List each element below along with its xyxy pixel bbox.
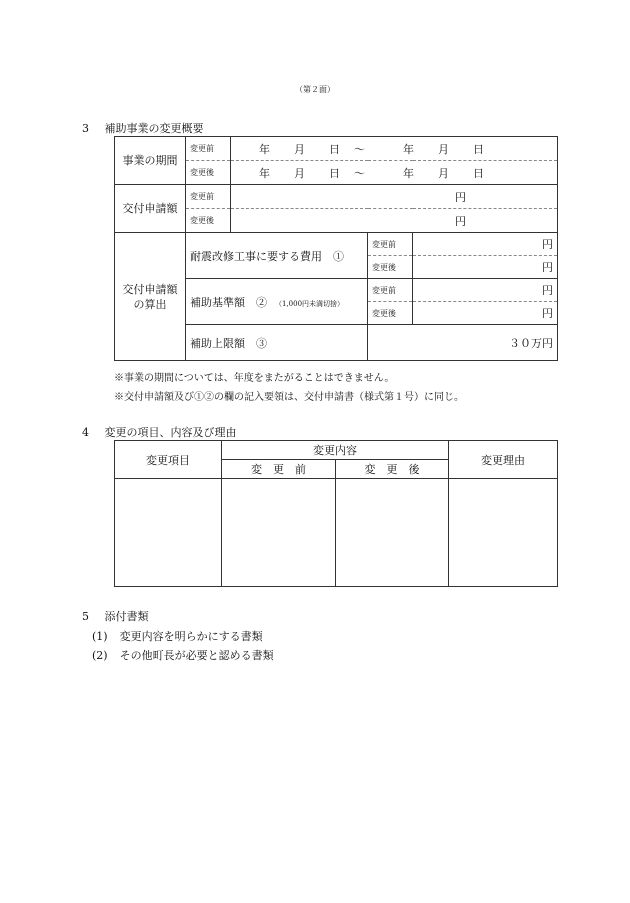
section5-title: 添付書類 xyxy=(104,610,149,623)
section5-heading xyxy=(82,608,149,624)
item1-before-field[interactable]: 円 xyxy=(413,233,558,256)
amount-after-field[interactable]: 円 xyxy=(231,209,558,233)
change-reason-cell[interactable] xyxy=(449,479,558,587)
col-after-header: 変 更 後 xyxy=(336,460,449,479)
section3-number: 3 xyxy=(82,122,89,135)
item2-after-label: 変更後 xyxy=(368,302,413,325)
item1-after-field[interactable]: 円 xyxy=(413,256,558,279)
col-before-header: 変 更 前 xyxy=(222,460,336,479)
note-instructions: ※交付申請額及び①②の欄の記入要領は、交付申請書（様式第１号）に同じ。 xyxy=(114,392,464,403)
section3-heading xyxy=(82,120,204,136)
section4-title: 変更の項目、内容及び理由 xyxy=(104,426,237,439)
item1-after-label: 変更後 xyxy=(368,256,413,279)
change-before-cell[interactable] xyxy=(222,479,336,587)
change-item-cell[interactable] xyxy=(115,479,222,587)
period-label: 事業の期間 xyxy=(115,137,186,185)
section4-heading xyxy=(82,424,237,440)
item2-label: 補助基準額 ② （1,000円未満切捨） xyxy=(186,279,368,325)
item2-note: （1,000円未満切捨） xyxy=(275,299,345,308)
item1-label: 耐震改修工事に要する費用 ① xyxy=(186,233,368,279)
period-before-label: 変更前 xyxy=(186,137,231,161)
item1-before-label: 変更前 xyxy=(368,233,413,256)
amount-before-field[interactable]: 円 xyxy=(231,185,558,209)
period-after-label: 変更後 xyxy=(186,161,231,185)
item2-before-label: 変更前 xyxy=(368,279,413,302)
section3-title: 補助事業の変更概要 xyxy=(104,122,204,135)
col-item-header: 変更項目 xyxy=(115,441,222,479)
calc-label: 交付申請額 の算出 xyxy=(115,233,186,361)
period-after-field[interactable]: 年 月 日 ～ 年 月 日 xyxy=(231,161,558,185)
item3-label: 補助上限額 ③ xyxy=(186,325,368,361)
section5-number: 5 xyxy=(82,610,89,623)
change-details-table xyxy=(114,440,558,587)
attachment-item: (2) その他町長が必要と認める書類 xyxy=(92,649,274,662)
page-number: （第２面） xyxy=(295,85,335,94)
col-reason-header: 変更理由 xyxy=(449,441,558,479)
item2-before-field[interactable]: 円 xyxy=(413,279,558,302)
amount-before-label: 変更前 xyxy=(186,185,231,209)
change-summary-table xyxy=(114,136,558,361)
item2-after-field[interactable]: 円 xyxy=(413,302,558,325)
attachment-item: (1) 変更内容を明らかにする書類 xyxy=(92,630,263,643)
col-content-header: 変更内容 xyxy=(222,441,449,460)
limit-value: ３０万円 xyxy=(368,325,558,361)
period-before-field[interactable]: 年 月 日 ～ 年 月 日 xyxy=(231,137,558,161)
section4-number: 4 xyxy=(82,426,89,439)
amount-after-label: 変更後 xyxy=(186,209,231,233)
change-after-cell[interactable] xyxy=(336,479,449,587)
amount-label: 交付申請額 xyxy=(115,185,186,233)
note-period: ※事業の期間については、年度をまたがることはできません。 xyxy=(114,373,395,384)
